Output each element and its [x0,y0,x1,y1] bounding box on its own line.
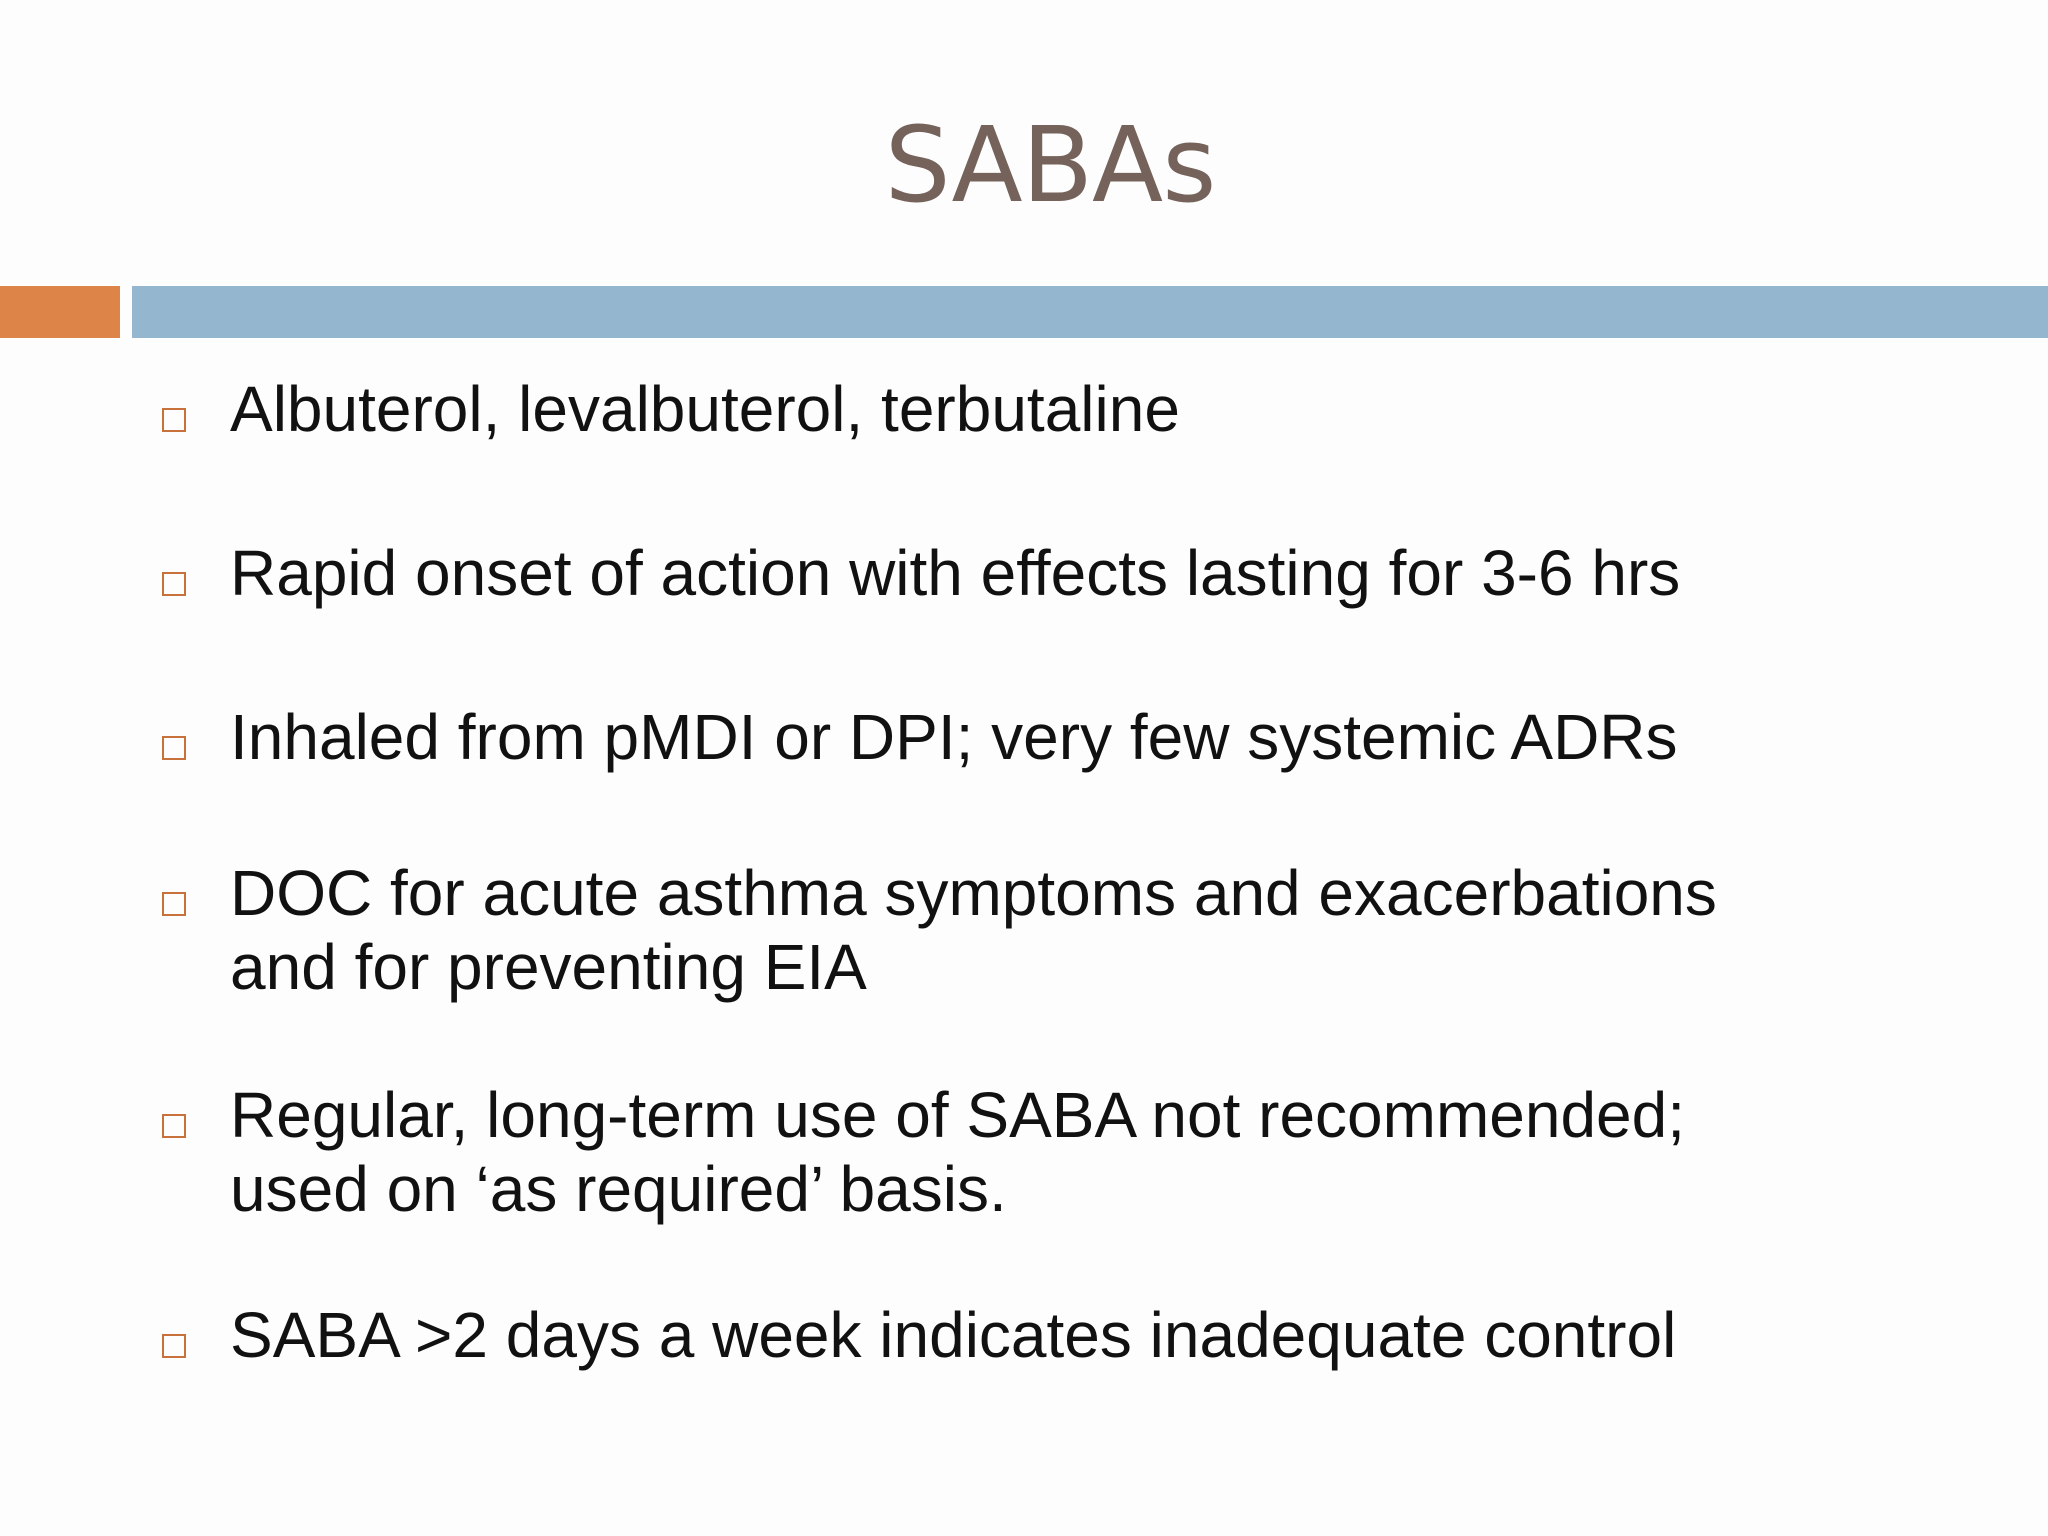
hollow-square-icon [162,1114,186,1138]
slide-title: SABAs [884,104,1216,226]
hollow-square-icon [162,1334,186,1358]
hollow-square-icon [162,408,186,432]
bullet-text: Rapid onset of action with effects lasting for 3-6 hrs [230,537,1681,609]
bullet-text: Regular, long-term use of SABA not recommended; used on ‘as required’ basis. [230,1079,1685,1225]
hollow-square-icon [162,892,186,916]
hollow-square-icon [162,572,186,596]
bullet-text: Inhaled from pMDI or DPI; very few systemic ADRs [230,701,1678,773]
bullet-text: DOC for acute asthma symptoms and exacerbations and for preventing EIA [230,857,1717,1003]
bullet-text: SABA >2 days a week indicates inadequate control [230,1299,1677,1371]
bullet-text: Albuterol, levalbuterol, terbutaline [230,373,1180,445]
hollow-square-icon [162,736,186,760]
